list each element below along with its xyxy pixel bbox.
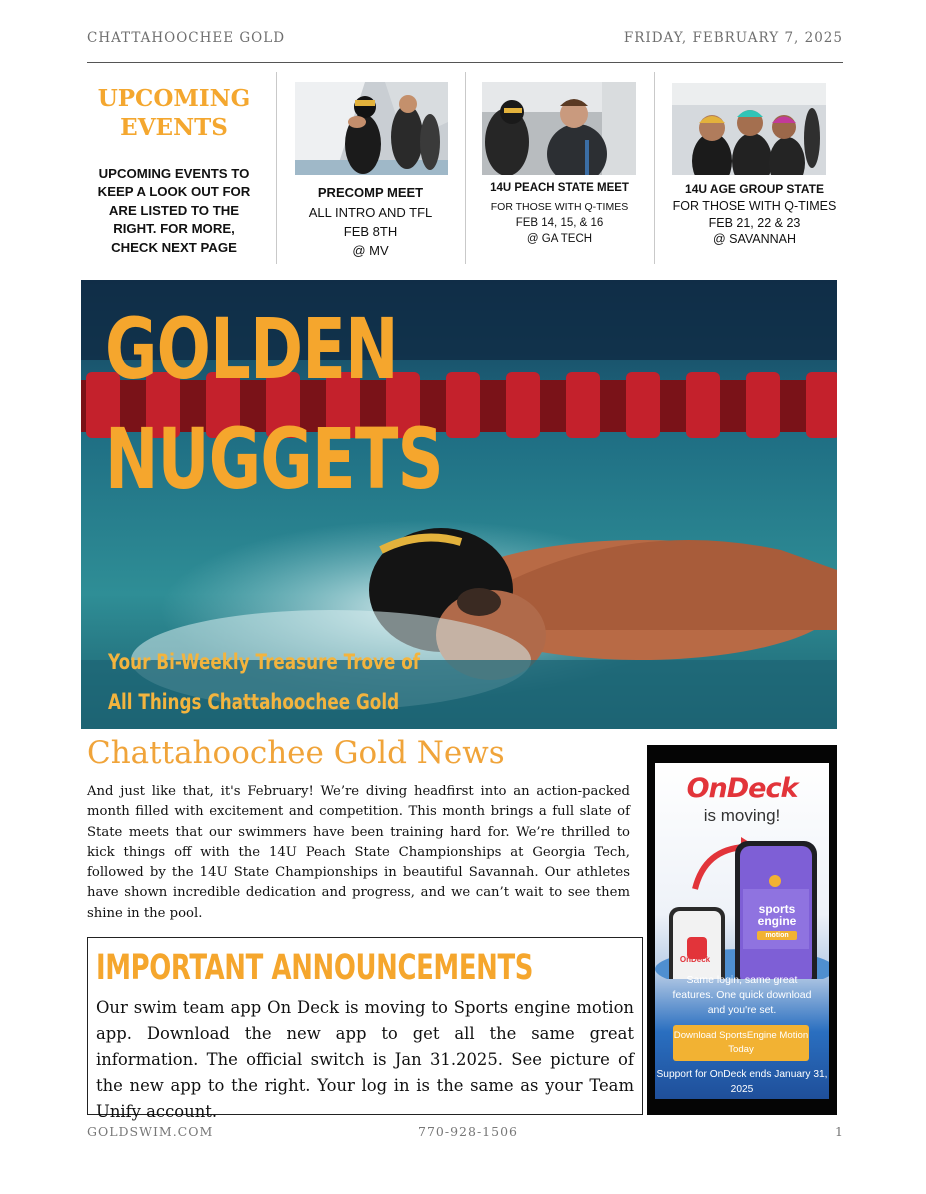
column-divider [654,72,655,264]
event-audience: FOR THOSE WITH Q-TIMES [672,199,837,213]
event-name: PRECOMP MEET [317,185,424,200]
event-audience: ALL INTRO AND TFL [308,205,433,220]
news-heading: Chattahoochee Gold News [87,735,505,771]
events-intro: UPCOMING EVENTS TO KEEP A LOOK OUT FOR ARE LISTED TO THE RIGHT. FOR MORE, CHECK NEXT PAGE [97,166,251,255]
announcements-box [87,937,643,1121]
new-app-label: sports engine motion [757,902,797,939]
column-divider [276,72,277,264]
publication-name: CHATTAHOOCHEE GOLD [87,30,286,46]
event-photo-peach-state [482,82,636,175]
event-photo-age-group-state [672,83,826,176]
event-location: @ SAVANNAH [712,232,797,246]
hero-banner [81,280,837,729]
footer-website[interactable]: GOLDSWIM.COM [87,1124,214,1139]
ad-support-notice: Support for OnDeck ends January 31, 2025 [656,1069,828,1095]
download-app-button[interactable]: Download SportsEngine Motion Today [673,1025,809,1061]
ad-panel [655,763,829,1099]
old-app-label: OnDeck [679,955,711,964]
ad-moving-text: is moving! [703,806,781,825]
header-rule [87,62,843,63]
page-number: 1 [835,1124,844,1139]
column-divider [465,72,466,264]
event-location: @ MV [352,243,389,258]
event-location: @ GA TECH [526,233,593,245]
ondeck-logo-text: OnDeck [686,773,798,804]
events-title: UPCOMING EVENTS [97,85,251,141]
footer-phone: 770-928-1506 [418,1124,518,1139]
news-body: And just like that, it's February! We’re diving headfirst into an action-packed month filled with excitement and competition. This month brings a full slate of State meets that our swimmers have been training hard for. We’re thrilled to kick things off with the 14U Peach State Championships at Georgia Tech, followed by the 14U State Championships in beautiful Savannah. Our athletes have shown incredible dedication and progress, and we can’t wait to see them shine in the pool. [87,784,630,921]
event-dates: FEB 14, 15, & 16 [515,217,604,229]
announcements-body: Our swim team app On Deck is moving to Sports engine motion app. Download the new app to get all the same great information. The official switch is Jan 31.2025. See picture of the new app to the right. Your log in is the same as your Team Unify account. [96,998,634,1121]
event-name: 14U AGE GROUP STATE [685,182,824,196]
hero-title: GOLDEN NUGGETS [105,300,443,508]
hero-subtitle: Your Bi-Weekly Treasure Trove of All Things Chattahoochee Gold [108,650,421,714]
event-name: 14U PEACH STATE MEET [490,182,629,194]
event-audience: FOR THOSE WITH Q-TIMES [490,201,629,213]
event-dates: FEB 21, 22 & 23 [708,216,801,230]
ad-description: Same login, same great features. One quick download and you're set. [672,974,812,1016]
announcements-heading: IMPORTANT ANNOUNCEMENTS [96,948,534,988]
event-photo-precomp [295,82,448,175]
event-dates: FEB 8TH [343,224,398,239]
issue-date: FRIDAY, FEBRUARY 7, 2025 [623,30,843,46]
ondeck-ad [647,745,837,1115]
